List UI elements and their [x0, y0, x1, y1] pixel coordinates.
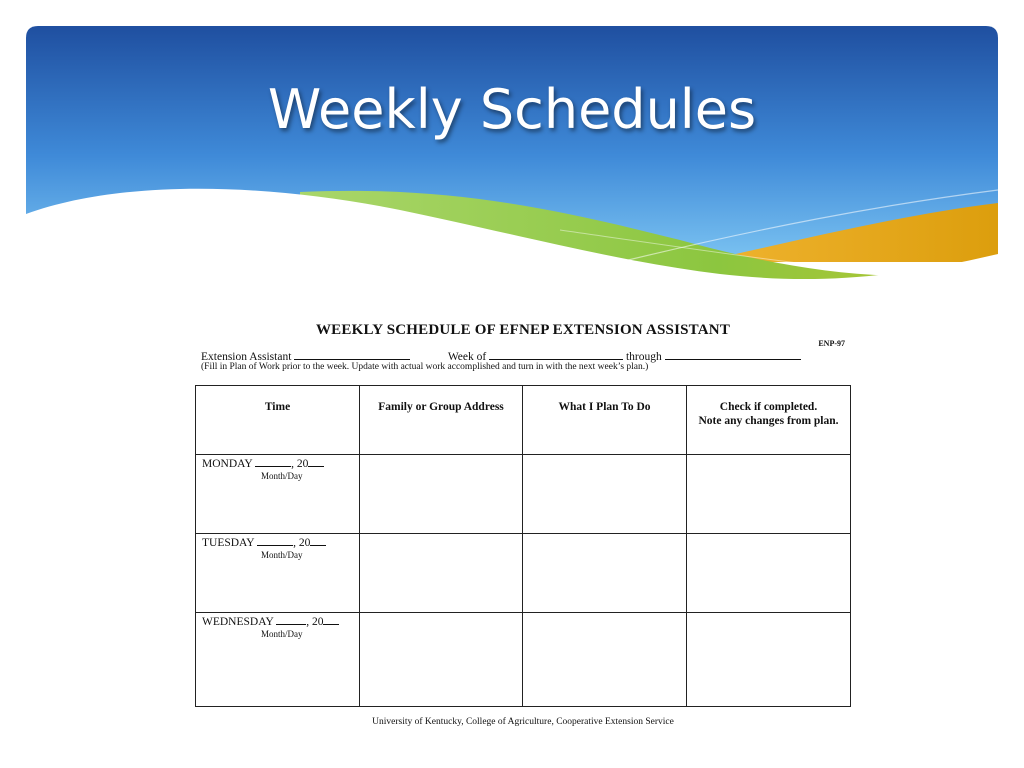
plan-cell	[523, 455, 687, 534]
day-line	[202, 457, 324, 470]
header-wave-art	[0, 0, 1024, 300]
plan-cell	[523, 613, 687, 707]
day-label: WEDNESDAY	[202, 616, 274, 628]
day-cell-tuesday	[196, 534, 360, 613]
check-cell	[687, 534, 851, 613]
week-of-label: Week of	[447, 351, 487, 363]
table-header-row	[196, 386, 851, 455]
month-day-caption: Month/Day	[261, 629, 303, 639]
column-header-address: Family or Group Address	[360, 386, 523, 455]
form-footer: University of Kentucky, College of Agriculture, Cooperative Extension Service	[372, 717, 674, 727]
day-label: TUESDAY	[202, 537, 255, 549]
day-cell-monday	[196, 455, 360, 534]
day-line	[202, 536, 326, 549]
assistant-blank	[294, 349, 410, 360]
check-cell	[687, 613, 851, 707]
week-end-blank	[665, 349, 801, 360]
month-day-caption: Month/Day	[261, 550, 303, 560]
column-header-check-line: Note any changes from plan.	[698, 415, 839, 427]
week-start-blank	[489, 349, 623, 360]
day-line	[202, 615, 339, 628]
assistant-week-line	[201, 349, 801, 363]
form-instructions: (Fill in Plan of Work prior to the week. Update with actual work accomplished and turn in with the next week’s plan.)	[201, 362, 649, 372]
year-blank	[308, 457, 324, 467]
month-day-blank	[255, 457, 291, 467]
year-blank	[310, 536, 326, 546]
year-prefix: , 20	[293, 537, 311, 549]
year-prefix: , 20	[306, 616, 324, 628]
schedule-table	[195, 385, 851, 707]
address-cell	[360, 534, 523, 613]
plan-cell	[523, 534, 687, 613]
schedule-form-image	[195, 318, 851, 738]
column-header-time: Time	[196, 386, 360, 455]
address-cell	[360, 455, 523, 534]
month-day-caption: Month/Day	[261, 471, 303, 481]
assistant-label: Extension Assistant	[201, 351, 292, 363]
check-cell	[687, 455, 851, 534]
column-header-check-line: Check if completed.	[719, 401, 818, 413]
table-row	[196, 455, 851, 534]
slide-title: Weekly Schedules	[267, 78, 757, 141]
year-prefix: , 20	[291, 458, 309, 470]
address-cell	[360, 613, 523, 707]
table-row	[196, 534, 851, 613]
column-header-check	[687, 386, 851, 455]
through-label: through	[625, 351, 662, 363]
column-header-plan: What I Plan To Do	[523, 386, 687, 455]
day-label: MONDAY	[202, 458, 253, 470]
year-blank	[323, 615, 339, 625]
month-day-blank	[276, 615, 306, 625]
form-title: WEEKLY SCHEDULE OF EFNEP EXTENSION ASSISTANT	[315, 322, 731, 338]
day-cell-wednesday	[196, 613, 360, 707]
table-row	[196, 613, 851, 707]
month-day-blank	[257, 536, 293, 546]
form-code: ENP-97	[818, 339, 845, 348]
